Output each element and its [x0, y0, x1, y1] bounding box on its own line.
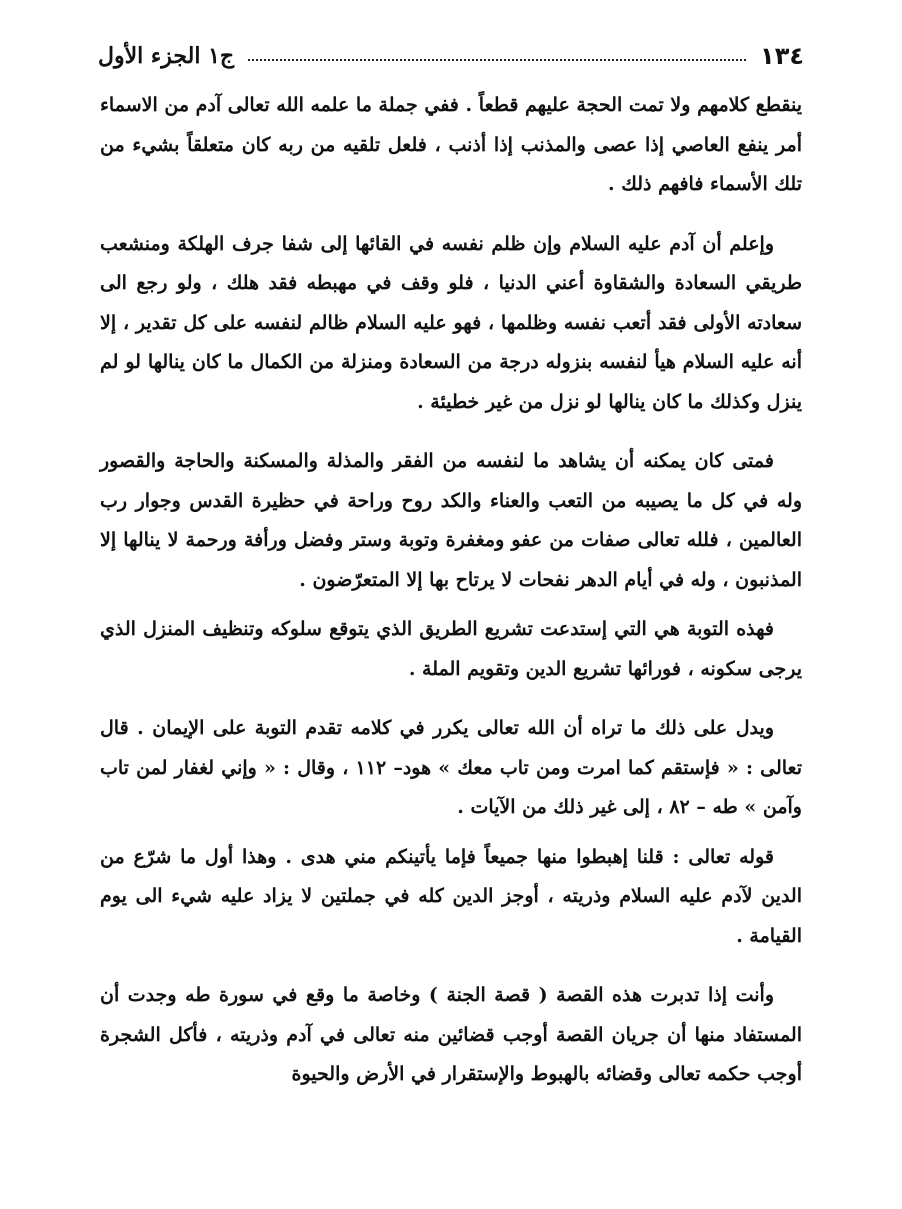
running-head: ج١ الجزء الأول	[98, 43, 235, 69]
page-body	[100, 86, 802, 1115]
paragraph-5: ويدل على ذلك ما تراه أن الله تعالى يكرر في كلامه تقدم التوبة على الإيمان . قال تعالى : « فإستقم كما امرت ومن تاب معك » هود– ١١٢ ، وقال : « وإني لغفار لمن تاب وآمن » طه – ٨٢ ، إلى غير ذلك من الآيات .	[100, 717, 802, 818]
paragraph-6: قوله تعالى : قلنا إهبطوا منها جميعاً فإما يأتينكم مني هدى . وهذا أول ما شرّع من الدين لآدم عليه السلام وذريته ، أوجز الدين كله في جملتين لا يزاد عليه شيء الى يوم القيامة .	[100, 845, 802, 947]
header-dotted-rule	[248, 59, 746, 61]
paragraph-1: ينقطع كلامهم ولا تمت الحجة عليهم قطعاً . ففي جملة ما علمه الله تعالى آدم من الاسماء أمر ينفع العاصي إذا عصى والمذنب إذا أذنب ، فلعل تلقيه من ربه كان متعلقاً بشيء من تلك الأسماء فافهم ذلك .	[100, 94, 802, 195]
paragraph-3: فمتى كان يمكنه أن يشاهد ما لنفسه من الفقر والمذلة والمسكنة والحاجة والقصور وله في كل ما يصيبه من التعب والعناء والكد روح وراحة في حظيرة القدس وجوار رب العالمين ، فلله تعالى صفات من عفو ومغفرة وتوبة وستر وفضل ورأفة ورحمة لا ينالها إلا المذنبون ، وله في أيام الدهر نفحات لا يرتاح بها إلا المتعرّضون .	[100, 450, 802, 591]
paragraph-4: فهذه التوبة هي التي إستدعت تشريع الطريق الذي يتوقع سلوكه وتنظيف المنزل الذي يرجى سكونه ، فورائها تشريع الدين وتقويم الملة .	[100, 618, 802, 680]
paragraph-2: وإعلم أن آدم عليه السلام وإن ظلم نفسه في القائها إلى شفا جرف الهلكة ومنشعب طريقي السعادة والشقاوة أعني الدنيا ، فلو وقف في مهبطه فقد هلك ، ولو رجع الى سعادته الأولى فقد أتعب نفسه وظلمها ، فهو عليه السلام ظالم لنفسه على كل تقدير ، إلا أنه عليه السلام هيأ لنفسه بنزوله درجة من السعادة ومنزلة من الكمال ما كان ينالها لو لم ينزل وكذلك ما كان ينالها لو نزل من غير خطيئة .	[100, 232, 802, 413]
page-number: ١٣٤	[760, 42, 804, 70]
page-header	[98, 38, 804, 74]
paragraph-7: وأنت إذا تدبرت هذه القصة ( قصة الجنة ) وخاصة ما وقع في سورة طه وجدت أن المستفاد منها أن جريان القصة أوجب قضائين منه تعالى في آدم وذريته ، فأكل الشجرة أوجب حكمه تعالى وقضائه بالهبوط والإستقرار في الأرض والحيوة	[100, 984, 802, 1085]
